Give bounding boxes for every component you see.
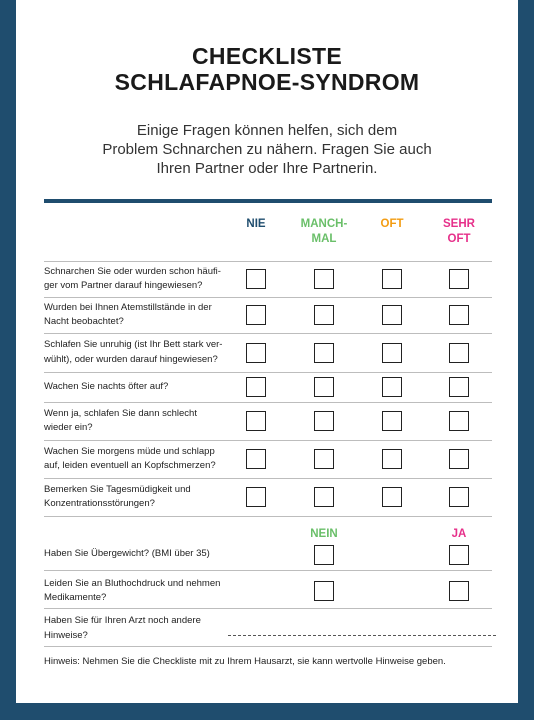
question-text	[44, 614, 229, 643]
title-line-1: CHECKLISTE	[192, 43, 342, 69]
answer-checkbox[interactable]	[314, 581, 334, 601]
answer-checkbox[interactable]	[314, 449, 334, 469]
question-line: Wurden bei Ihnen Atemstillstände in der	[44, 301, 212, 313]
question-line: Wachen Sie morgens müde und schlapp	[44, 445, 215, 457]
answer-checkbox[interactable]	[449, 581, 469, 601]
question-line: Medikamente?	[44, 592, 107, 603]
answer-checkbox[interactable]	[449, 269, 469, 289]
intro-line: Problem Schnarchen zu nähern. Fragen Sie auch	[102, 141, 432, 158]
column-header-line: MANCH-	[300, 218, 348, 230]
question-line: Haben Sie Übergewicht? (BMI über 35)	[44, 548, 210, 560]
footnote: Hinweis: Nehmen Sie die Checkliste mit zu Ihrem Hausarzt, sie kann wertvolle Hinweise geben.	[44, 656, 446, 667]
answer-checkbox[interactable]	[246, 487, 266, 507]
answer-checkbox[interactable]	[449, 411, 469, 431]
column-header-line: SEHR	[443, 218, 475, 230]
answer-checkbox[interactable]	[314, 377, 334, 397]
question-line: wühlt), oder wurden darauf hingewiesen?	[44, 353, 218, 365]
question-line: ger vom Partner darauf hingewiesen?	[44, 280, 203, 291]
answer-checkbox[interactable]	[246, 449, 266, 469]
answer-checkbox[interactable]	[314, 269, 334, 289]
column-header-line: NIE	[246, 218, 266, 230]
intro-line: Einige Fragen können helfen, sich dem	[136, 122, 398, 139]
answer-checkbox[interactable]	[314, 487, 334, 507]
column-header-line: MAL	[311, 233, 337, 245]
answer-checkbox[interactable]	[314, 411, 334, 431]
header-rule	[44, 199, 492, 203]
column-header	[419, 217, 499, 247]
question-text	[44, 407, 229, 436]
question-text	[44, 445, 229, 474]
column-header-line: OFT	[380, 218, 404, 230]
question-line: Nacht beobachtet?	[44, 316, 124, 327]
question-line: wieder ein?	[44, 422, 93, 433]
question-line: auf, leiden eventuell an Kopfschmerzen?	[44, 460, 216, 471]
question-text	[44, 338, 229, 367]
notes-line[interactable]	[228, 635, 496, 636]
answer-checkbox[interactable]	[382, 449, 402, 469]
answer-checkbox[interactable]	[382, 343, 402, 363]
question-line: Hinweise?	[44, 629, 88, 641]
answer-checkbox[interactable]	[449, 449, 469, 469]
column-header-line: OFT	[447, 233, 471, 245]
answer-checkbox[interactable]	[449, 343, 469, 363]
question-text	[44, 301, 229, 330]
answer-checkbox[interactable]	[246, 269, 266, 289]
answer-checkbox[interactable]	[246, 343, 266, 363]
intro-text	[16, 121, 518, 178]
question-text	[44, 380, 229, 395]
question-line: Haben Sie für Ihren Arzt noch andere	[44, 615, 201, 626]
answer-checkbox[interactable]	[246, 411, 266, 431]
question-text	[44, 577, 229, 606]
intro-line: Ihren Partner oder Ihre Partnerin.	[156, 160, 378, 177]
question-line: Schnarchen Sie oder wurden schon häufi-	[44, 265, 221, 277]
question-line: Konzentrationsstörungen?	[44, 498, 155, 509]
answer-checkbox[interactable]	[449, 487, 469, 507]
answer-checkbox[interactable]	[314, 343, 334, 363]
answer-checkbox[interactable]	[382, 269, 402, 289]
answer-checkbox[interactable]	[314, 305, 334, 325]
question-text	[44, 265, 229, 294]
answer-checkbox[interactable]	[449, 377, 469, 397]
question-line: Bemerken Sie Tagesmüdigkeit und	[44, 483, 191, 495]
answer-checkbox[interactable]	[382, 487, 402, 507]
title-line-2: SCHLAFAPNOE-SYNDROM	[114, 69, 420, 95]
answer-checkbox[interactable]	[382, 411, 402, 431]
answer-checkbox[interactable]	[314, 545, 334, 565]
yesno-header-label: JA	[451, 528, 467, 540]
answer-checkbox[interactable]	[246, 305, 266, 325]
question-line: Schlafen Sie unruhig (ist Ihr Bett stark ver-	[44, 339, 223, 350]
question-line: Leiden Sie an Bluthochdruck und nehmen	[44, 577, 221, 589]
question-text	[44, 483, 229, 512]
checklist-page	[16, 0, 518, 703]
question-line: Wachen Sie nachts öfter auf?	[44, 380, 169, 392]
answer-checkbox[interactable]	[449, 305, 469, 325]
answer-checkbox[interactable]	[246, 377, 266, 397]
answer-checkbox[interactable]	[449, 545, 469, 565]
answer-checkbox[interactable]	[382, 377, 402, 397]
answer-checkbox[interactable]	[382, 305, 402, 325]
question-line: Wenn ja, schlafen Sie dann schlecht	[44, 407, 197, 419]
question-text	[44, 547, 229, 562]
yesno-header-label: NEIN	[310, 528, 338, 540]
